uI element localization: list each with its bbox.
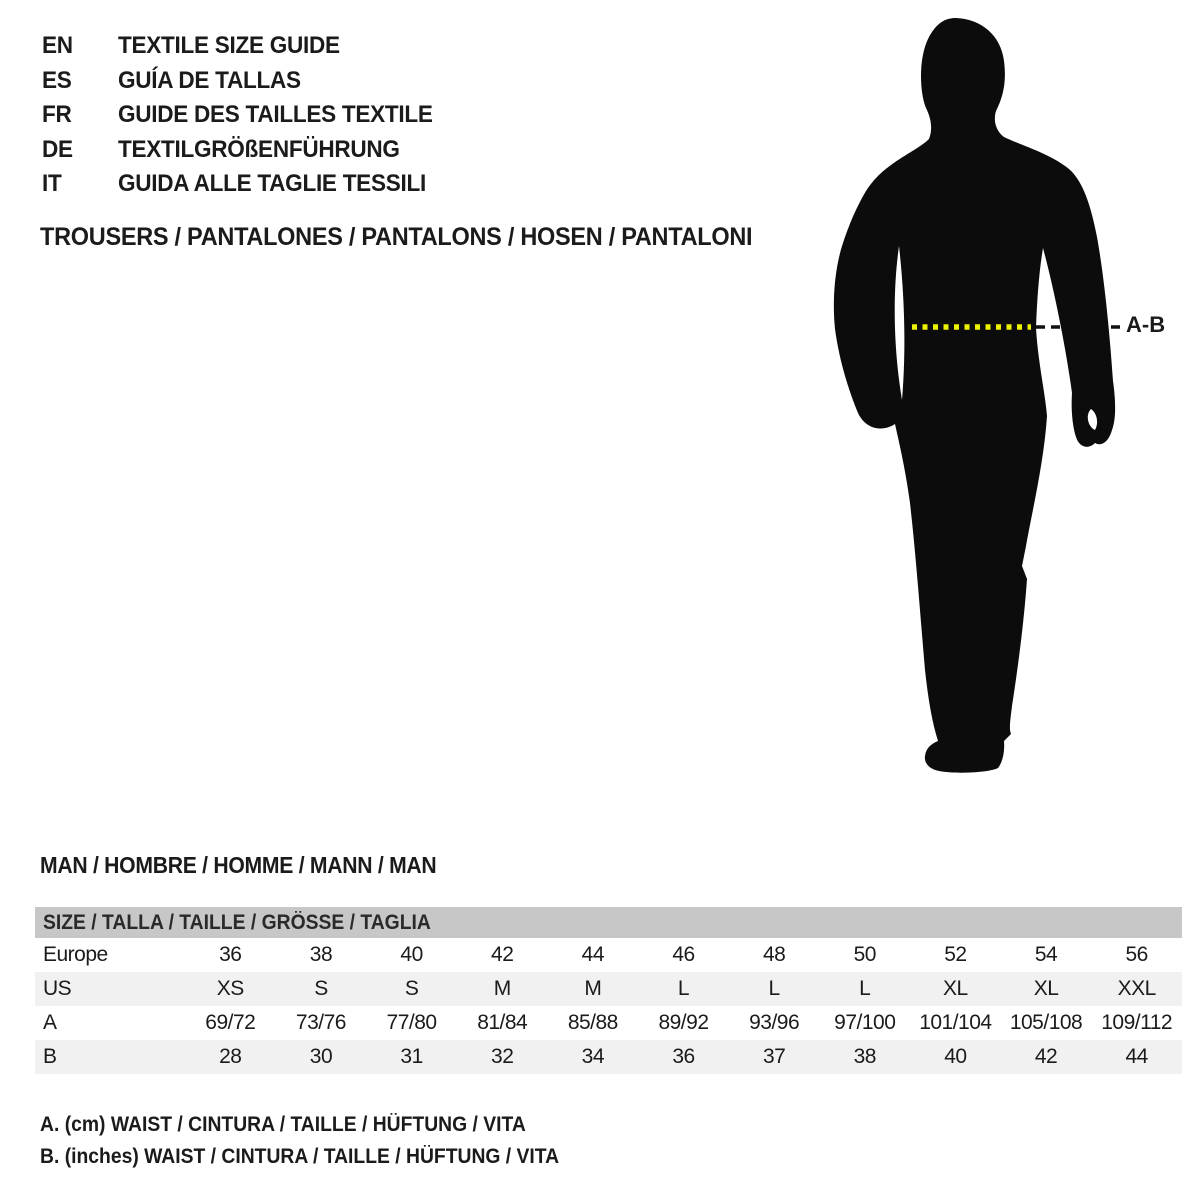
table-cell: 105/108 — [1009, 1011, 1083, 1034]
table-cell: 42 — [491, 943, 514, 966]
size-table-header — [35, 907, 1182, 938]
table-cell: 93/96 — [749, 1011, 800, 1034]
language-code: FR — [42, 101, 72, 129]
table-cell: 32 — [491, 1045, 514, 1068]
language-title: GUIDA ALLE TAGLIE TESSILI — [118, 170, 426, 198]
footnote-cm — [40, 1114, 568, 1136]
language-title: GUÍA DE TALLAS — [118, 66, 301, 94]
man-silhouette — [834, 18, 1115, 773]
table-cell: S — [404, 977, 419, 1000]
table-cell: 30 — [309, 1045, 333, 1068]
row-label: A — [43, 1011, 57, 1034]
table-cell: 69/72 — [205, 1011, 256, 1034]
table-cell: 77/80 — [386, 1011, 437, 1034]
table-row — [35, 1040, 1182, 1074]
row-label: US — [43, 977, 72, 1000]
table-cell: 52 — [944, 943, 967, 966]
table-cell: 42 — [1034, 1045, 1058, 1068]
table-cell: 38 — [853, 1045, 876, 1068]
table-cell: 31 — [400, 1045, 423, 1068]
table-cell: XS — [216, 977, 244, 1000]
table-cell: XL — [1033, 977, 1059, 1000]
table-cell: 50 — [853, 943, 876, 966]
table-cell: L — [859, 977, 871, 1000]
table-cell: 97/100 — [834, 1011, 896, 1034]
language-title: GUIDE DES TAILLES TEXTILE — [118, 101, 433, 129]
language-code: EN — [42, 32, 73, 60]
table-cell: 73/76 — [295, 1011, 346, 1034]
table-cell: L — [768, 977, 780, 1000]
size-table — [35, 907, 1182, 1074]
table-cell: 85/88 — [567, 1011, 618, 1034]
table-cell: 54 — [1034, 943, 1058, 966]
footnote-inches-text: B. (inches) WAIST / CINTURA / TAILLE / HÜFTUNG / VITA — [40, 1145, 560, 1168]
table-cell: 28 — [219, 1045, 242, 1068]
table-cell: 40 — [400, 943, 423, 966]
section-heading-text: MAN / HOMBRE / HOMME / MANN / MAN — [40, 852, 437, 878]
table-cell: 81/84 — [477, 1011, 528, 1034]
table-cell: 37 — [762, 1045, 786, 1068]
table-cell: 40 — [944, 1045, 967, 1068]
table-row — [35, 938, 1182, 972]
measure-label: A-B — [1126, 312, 1166, 337]
table-cell: 34 — [581, 1045, 605, 1068]
language-title: TEXTILE SIZE GUIDE — [118, 32, 340, 60]
table-cell: XL — [943, 977, 968, 1000]
table-cell: 36 — [219, 943, 242, 966]
table-row — [35, 1006, 1182, 1040]
language-title: TEXTILGRÖßENFÜHRUNG — [118, 135, 400, 163]
table-cell: M — [584, 977, 602, 1000]
table-cell: 109/112 — [1101, 1011, 1173, 1034]
table-cell: M — [493, 977, 511, 1000]
language-code: IT — [42, 170, 62, 198]
section-heading — [40, 852, 471, 879]
table-cell: S — [314, 977, 328, 1000]
table-cell: 38 — [309, 943, 333, 966]
garment-heading-text: TROUSERS / PANTALONES / PANTALONS / HOSEN / PANTALONI — [40, 223, 753, 251]
footnote-cm-text: A. (cm) WAIST / CINTURA / TAILLE / HÜFTUNG / VITA — [40, 1113, 526, 1136]
table-cell: L — [677, 977, 690, 1000]
table-cell: XXL — [1117, 977, 1156, 1000]
footnote-inches — [40, 1146, 604, 1168]
table-cell: 48 — [762, 943, 786, 966]
table-cell: 101/104 — [919, 1011, 992, 1034]
table-cell: 44 — [1125, 1045, 1148, 1068]
size-table-header-text: SIZE / TALLA / TAILLE / GRÖSSE / TAGLIA — [43, 910, 431, 934]
table-cell: 36 — [672, 1045, 695, 1068]
table-cell: 89/92 — [658, 1011, 709, 1034]
table-cell: 44 — [581, 943, 605, 966]
language-code: DE — [42, 135, 73, 163]
row-label: Europe — [43, 943, 108, 966]
table-row — [35, 972, 1182, 1006]
row-label: B — [43, 1045, 57, 1068]
language-code: ES — [42, 66, 72, 94]
table-cell: 56 — [1125, 943, 1148, 966]
size-table-body — [35, 938, 1182, 1074]
table-cell: 46 — [672, 943, 695, 966]
